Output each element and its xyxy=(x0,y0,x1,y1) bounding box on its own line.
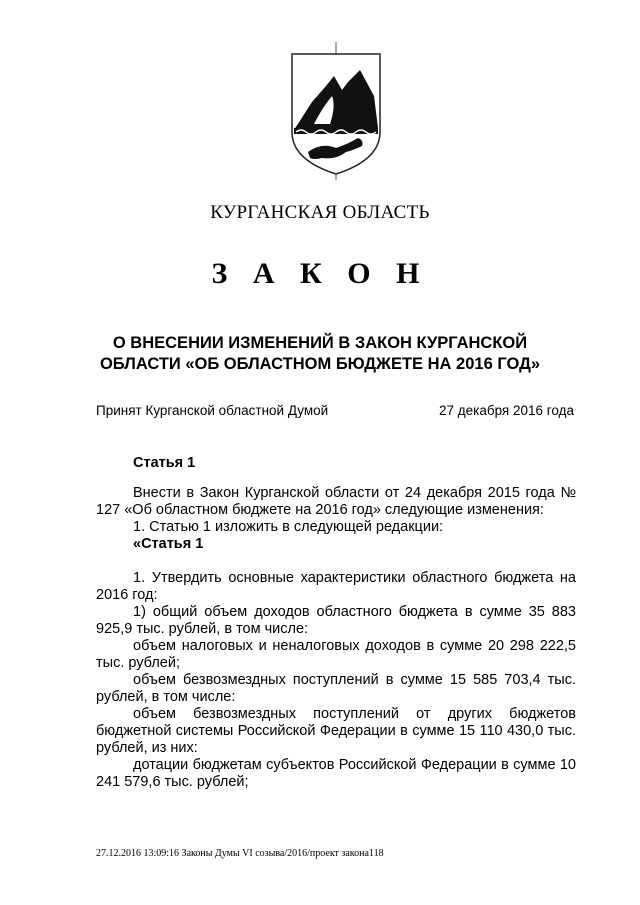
paragraph: объем налоговых и неналоговых доходов в сумме 20 298 222,5 тыс. рублей; xyxy=(96,638,576,671)
paragraph: Внести в Закон Курганской области от 24 декабря 2015 года № 127 «Об областном бюджете на 2016 год» следующие изменения: xyxy=(96,485,576,518)
law-title-line-1: О ВНЕСЕНИИ ИЗМЕНЕНИЙ В ЗАКОН КУРГАНСКОЙ xyxy=(112,334,528,352)
coat-of-arms-emblem xyxy=(288,40,384,180)
document-type: З А К О Н xyxy=(211,257,429,290)
paragraph: 1) общий объем доходов областного бюджета в сумме 35 883 925,9 тыс. рублей, в том числе: xyxy=(96,604,576,637)
region-name: КУРГАНСКАЯ ОБЛАСТЬ xyxy=(210,202,430,223)
law-title-line-2: ОБЛАСТИ «ОБ ОБЛАСТНОМ БЮДЖЕТЕ НА 2016 ГОД» xyxy=(99,355,541,373)
paragraph: дотации бюджетам субъектов Российской Федерации в сумме 10 241 579,6 тыс. рублей; xyxy=(96,757,576,790)
adoption-date: 27 декабря 2016 года xyxy=(438,403,574,418)
footer-filepath: 27.12.2016 13:09:16 Законы Думы VI созыва/2016/проект закона118 xyxy=(96,848,384,859)
quoted-article-title: «Статья 1 xyxy=(133,536,204,552)
paragraph: объем безвозмездных поступлений в сумме 15 585 703,4 тыс. рублей, в том числе: xyxy=(96,672,576,705)
article-title: Статья 1 xyxy=(133,455,196,471)
paragraph: 1. Статью 1 изложить в следующей редакции: xyxy=(133,519,444,535)
law-title xyxy=(60,333,580,375)
paragraph: объем безвозмездных поступлений от других бюджетов бюджетной системы Российской Федерации в сумме 15 110 430,0 тыс. рублей, из них: xyxy=(96,706,576,756)
article-body xyxy=(96,485,576,791)
adopted-by: Принят Курганской областной Думой xyxy=(96,403,329,418)
paragraph: 1. Утвердить основные характеристики областного бюджета на 2016 год: xyxy=(96,570,576,603)
